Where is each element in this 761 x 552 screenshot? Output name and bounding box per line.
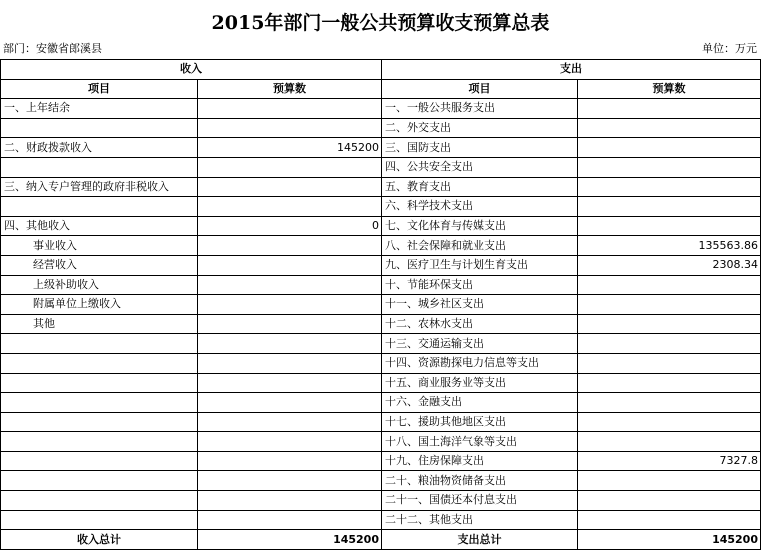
income-item-cell (1, 157, 198, 177)
expense-budget-cell (578, 393, 761, 413)
expense-item-cell: 二十二、其他支出 (382, 510, 578, 530)
expense-budget-cell (578, 275, 761, 295)
expense-budget-cell: 135563.86 (578, 236, 761, 256)
income-budget-cell (198, 314, 382, 334)
expense-item-cell: 十四、资源勘探电力信息等支出 (382, 353, 578, 373)
expense-budget-cell (578, 412, 761, 432)
expense-budget-cell (578, 216, 761, 236)
table-row (1, 99, 761, 119)
table-row (1, 373, 761, 393)
expense-budget-cell (578, 432, 761, 452)
expense-item-cell: 九、医疗卫生与计划生育支出 (382, 255, 578, 275)
income-total-value: 145200 (198, 530, 382, 550)
budget-table (0, 59, 761, 550)
income-header: 收入 (1, 60, 382, 80)
table-row (1, 510, 761, 530)
income-budget-cell (198, 412, 382, 432)
expense-budget-cell (578, 177, 761, 197)
totals-row (1, 530, 761, 550)
expense-budget-cell (578, 491, 761, 511)
income-budget-cell (198, 373, 382, 393)
expense-item-cell: 十五、商业服务业等支出 (382, 373, 578, 393)
income-item-cell: 事业收入 (1, 236, 198, 256)
expense-budget-cell (578, 353, 761, 373)
income-item-cell (1, 432, 198, 452)
income-budget-cell (198, 118, 382, 138)
table-row (1, 491, 761, 511)
income-budget-header: 预算数 (198, 79, 382, 99)
income-item-cell (1, 471, 198, 491)
expense-header: 支出 (382, 60, 761, 80)
expense-budget-header: 预算数 (578, 79, 761, 99)
expense-budget-cell (578, 99, 761, 119)
income-budget-cell (198, 393, 382, 413)
income-item-cell (1, 510, 198, 530)
expense-item-header: 项目 (382, 79, 578, 99)
income-item-cell: 经营收入 (1, 255, 198, 275)
table-row (1, 432, 761, 452)
expense-budget-cell (578, 510, 761, 530)
table-row (1, 255, 761, 275)
table-row (1, 471, 761, 491)
income-budget-cell (198, 177, 382, 197)
income-budget-cell (198, 510, 382, 530)
income-item-cell (1, 197, 198, 217)
income-item-cell: 附属单位上缴收入 (1, 295, 198, 315)
income-budget-cell (198, 491, 382, 511)
expense-budget-cell (578, 295, 761, 315)
expense-budget-cell (578, 197, 761, 217)
income-budget-cell (198, 157, 382, 177)
income-item-cell (1, 118, 198, 138)
income-budget-cell (198, 255, 382, 275)
income-budget-cell (198, 451, 382, 471)
income-budget-cell (198, 275, 382, 295)
expense-budget-cell: 7327.8 (578, 451, 761, 471)
expense-item-cell: 二十一、国债还本付息支出 (382, 491, 578, 511)
table-row (1, 451, 761, 471)
table-row (1, 393, 761, 413)
expense-item-cell: 三、国防支出 (382, 138, 578, 158)
expense-item-cell: 四、公共安全支出 (382, 157, 578, 177)
income-item-cell: 其他 (1, 314, 198, 334)
income-budget-cell (198, 295, 382, 315)
income-budget-cell (198, 99, 382, 119)
table-row (1, 295, 761, 315)
expense-budget-cell (578, 138, 761, 158)
table-row (1, 118, 761, 138)
expense-item-cell: 十二、农林水支出 (382, 314, 578, 334)
income-item-cell: 上级补助收入 (1, 275, 198, 295)
expense-item-cell: 二、外交支出 (382, 118, 578, 138)
income-item-header: 项目 (1, 79, 198, 99)
table-row (1, 216, 761, 236)
expense-item-cell: 二十、粮油物资储备支出 (382, 471, 578, 491)
table-row (1, 353, 761, 373)
department-label: 部门：安徽省郎溪县 (3, 42, 102, 55)
table-row (1, 236, 761, 256)
table-row (1, 138, 761, 158)
unit-label: 单位：万元 (702, 42, 757, 55)
income-budget-cell (198, 197, 382, 217)
expense-item-cell: 七、文化体育与传媒支出 (382, 216, 578, 236)
income-item-cell (1, 353, 198, 373)
income-item-cell: 三、纳入专户管理的政府非税收入 (1, 177, 198, 197)
income-item-cell (1, 334, 198, 354)
table-row (1, 275, 761, 295)
expense-item-cell: 八、社会保障和就业支出 (382, 236, 578, 256)
expense-item-cell: 六、科学技术支出 (382, 197, 578, 217)
table-row (1, 177, 761, 197)
expense-budget-cell (578, 314, 761, 334)
income-item-cell: 一、上年结余 (1, 99, 198, 119)
income-item-cell (1, 491, 198, 511)
column-header-row (1, 79, 761, 99)
expense-budget-cell: 2308.34 (578, 255, 761, 275)
expense-item-cell: 一、一般公共服务支出 (382, 99, 578, 119)
expense-item-cell: 十三、交通运输支出 (382, 334, 578, 354)
income-budget-cell (198, 353, 382, 373)
expense-total-value: 145200 (578, 530, 761, 550)
expense-item-cell: 十七、援助其他地区支出 (382, 412, 578, 432)
expense-item-cell: 十六、金融支出 (382, 393, 578, 413)
expense-budget-cell (578, 157, 761, 177)
expense-item-cell: 十九、住房保障支出 (382, 451, 578, 471)
expense-budget-cell (578, 373, 761, 393)
expense-budget-cell (578, 471, 761, 491)
income-item-cell (1, 373, 198, 393)
expense-total-label: 支出总计 (382, 530, 578, 550)
income-budget-cell: 0 (198, 216, 382, 236)
table-row (1, 334, 761, 354)
income-budget-cell (198, 432, 382, 452)
expense-item-cell: 十八、国土海洋气象等支出 (382, 432, 578, 452)
income-item-cell (1, 451, 198, 471)
income-item-cell: 四、其他收入 (1, 216, 198, 236)
table-row (1, 314, 761, 334)
expense-budget-cell (578, 334, 761, 354)
section-header-row (1, 60, 761, 80)
expense-item-cell: 十、节能环保支出 (382, 275, 578, 295)
expense-budget-cell (578, 118, 761, 138)
table-row (1, 412, 761, 432)
expense-item-cell: 十一、城乡社区支出 (382, 295, 578, 315)
table-row (1, 157, 761, 177)
income-budget-cell: 145200 (198, 138, 382, 158)
income-item-cell (1, 393, 198, 413)
income-budget-cell (198, 236, 382, 256)
income-budget-cell (198, 471, 382, 491)
expense-item-cell: 五、教育支出 (382, 177, 578, 197)
income-total-label: 收入总计 (1, 530, 198, 550)
income-item-cell (1, 412, 198, 432)
table-row (1, 197, 761, 217)
income-budget-cell (198, 334, 382, 354)
income-item-cell: 二、财政拨款收入 (1, 138, 198, 158)
page-title: 2015年部门一般公共预算收支预算总表 (211, 12, 550, 34)
